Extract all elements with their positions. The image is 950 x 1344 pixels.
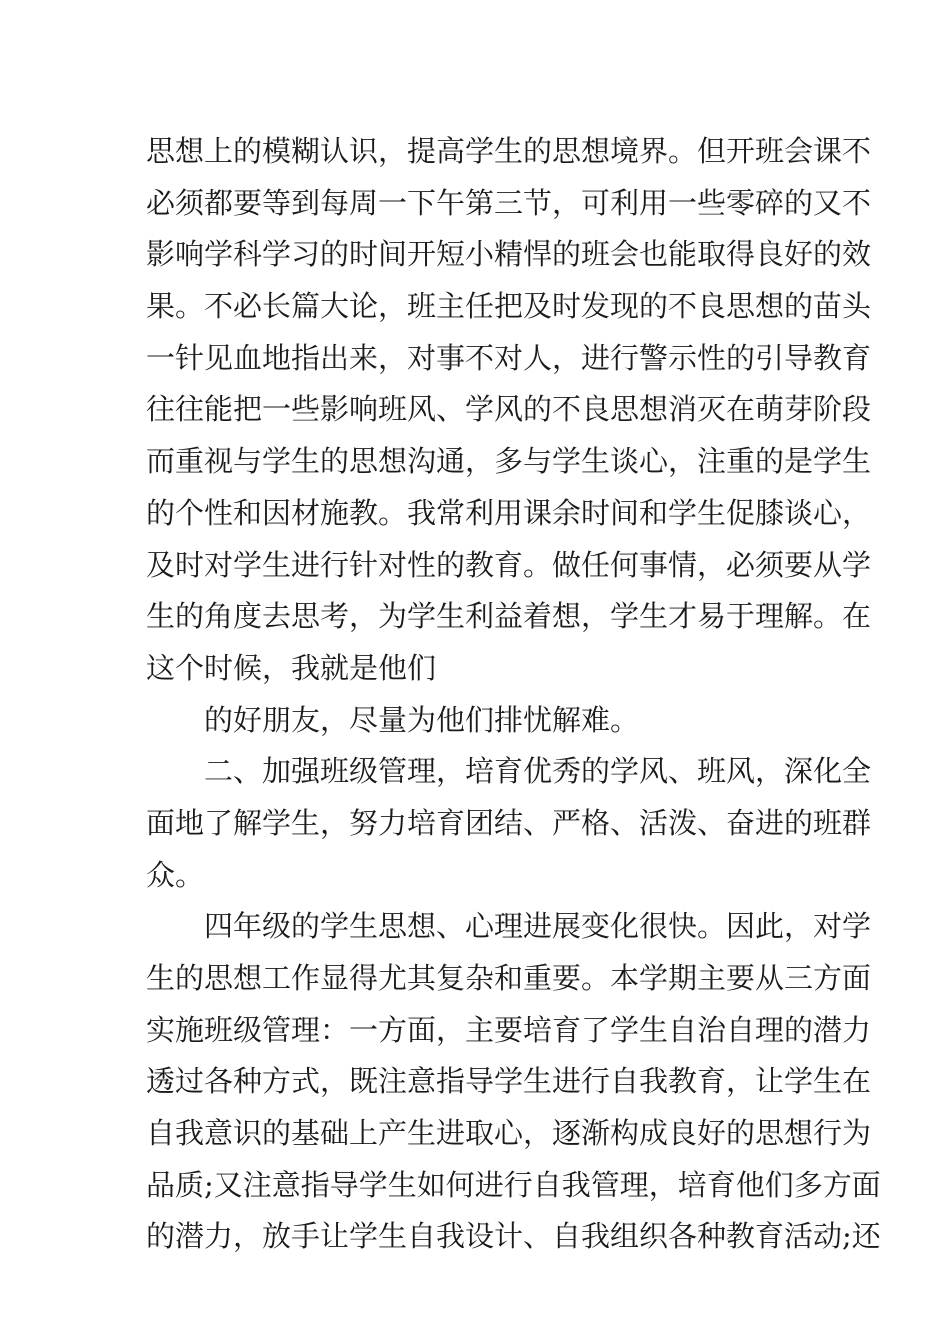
text-line: 的个性和因材施教。我常利用课余时间和学生促膝谈心， bbox=[146, 495, 872, 530]
text-line: 透过各种方式，既注意指导学生进行自我教育，让学生在 bbox=[146, 1064, 872, 1099]
text-line: 的好朋友，尽量为他们排忧解难。 bbox=[204, 702, 640, 737]
text-line: 果。不必长篇大论，班主任把及时发现的不良思想的苗头 bbox=[146, 289, 872, 324]
text-line: 必须都要等到每周一下午第三节，可利用一些零碎的又不 bbox=[146, 185, 872, 220]
text-line: 自我意识的基础上产生进取心，逐渐构成良好的思想行为 bbox=[146, 1116, 872, 1151]
text-line: 影响学科学习的时间开短小精悍的班会也能取得良好的效 bbox=[146, 237, 872, 272]
text-line: 实施班级管理：一方面，主要培育了学生自治自理的潜力 bbox=[146, 1012, 872, 1047]
text-line: 思想上的模糊认识，提高学生的思想境界。但开班会课不 bbox=[146, 134, 872, 168]
text-line: 的潜力，放手让学生自我设计、自我组织各种教育活动;还 bbox=[146, 1219, 881, 1254]
body-text bbox=[146, 126, 881, 1263]
text-line: 生的思想工作显得尤其复杂和重要。本学期主要从三方面 bbox=[146, 961, 872, 995]
text-line: 四年级的学生思想、心理进展变化很快。因此，对学 bbox=[204, 909, 872, 944]
text-line: 面地了解学生，努力培育团结、严格、活泼、奋进的班群 bbox=[146, 805, 872, 840]
text-line: 众。 bbox=[146, 857, 205, 892]
text-line: 及时对学生进行针对性的教育。做任何事情，必须要从学 bbox=[146, 547, 872, 582]
text-line: 二、加强班级管理，培育优秀的学风、班风，深化全 bbox=[204, 754, 872, 789]
text-line: 往往能把一些影响班风、学风的不良思想消灭在萌芽阶段 bbox=[146, 392, 872, 427]
text-line: 而重视与学生的思想沟通，多与学生谈心，注重的是学生 bbox=[146, 444, 872, 479]
text-line: 生的角度去思考，为学生利益着想，学生才易于理解。在 bbox=[146, 599, 872, 634]
text-line: 品质;又注意指导学生如何进行自我管理，培育他们多方面 bbox=[146, 1167, 881, 1202]
text-line: 一针见血地指出来，对事不对人，进行警示性的引导教育 bbox=[146, 340, 872, 375]
text-line: 这个时候，我就是他们 bbox=[146, 650, 437, 685]
